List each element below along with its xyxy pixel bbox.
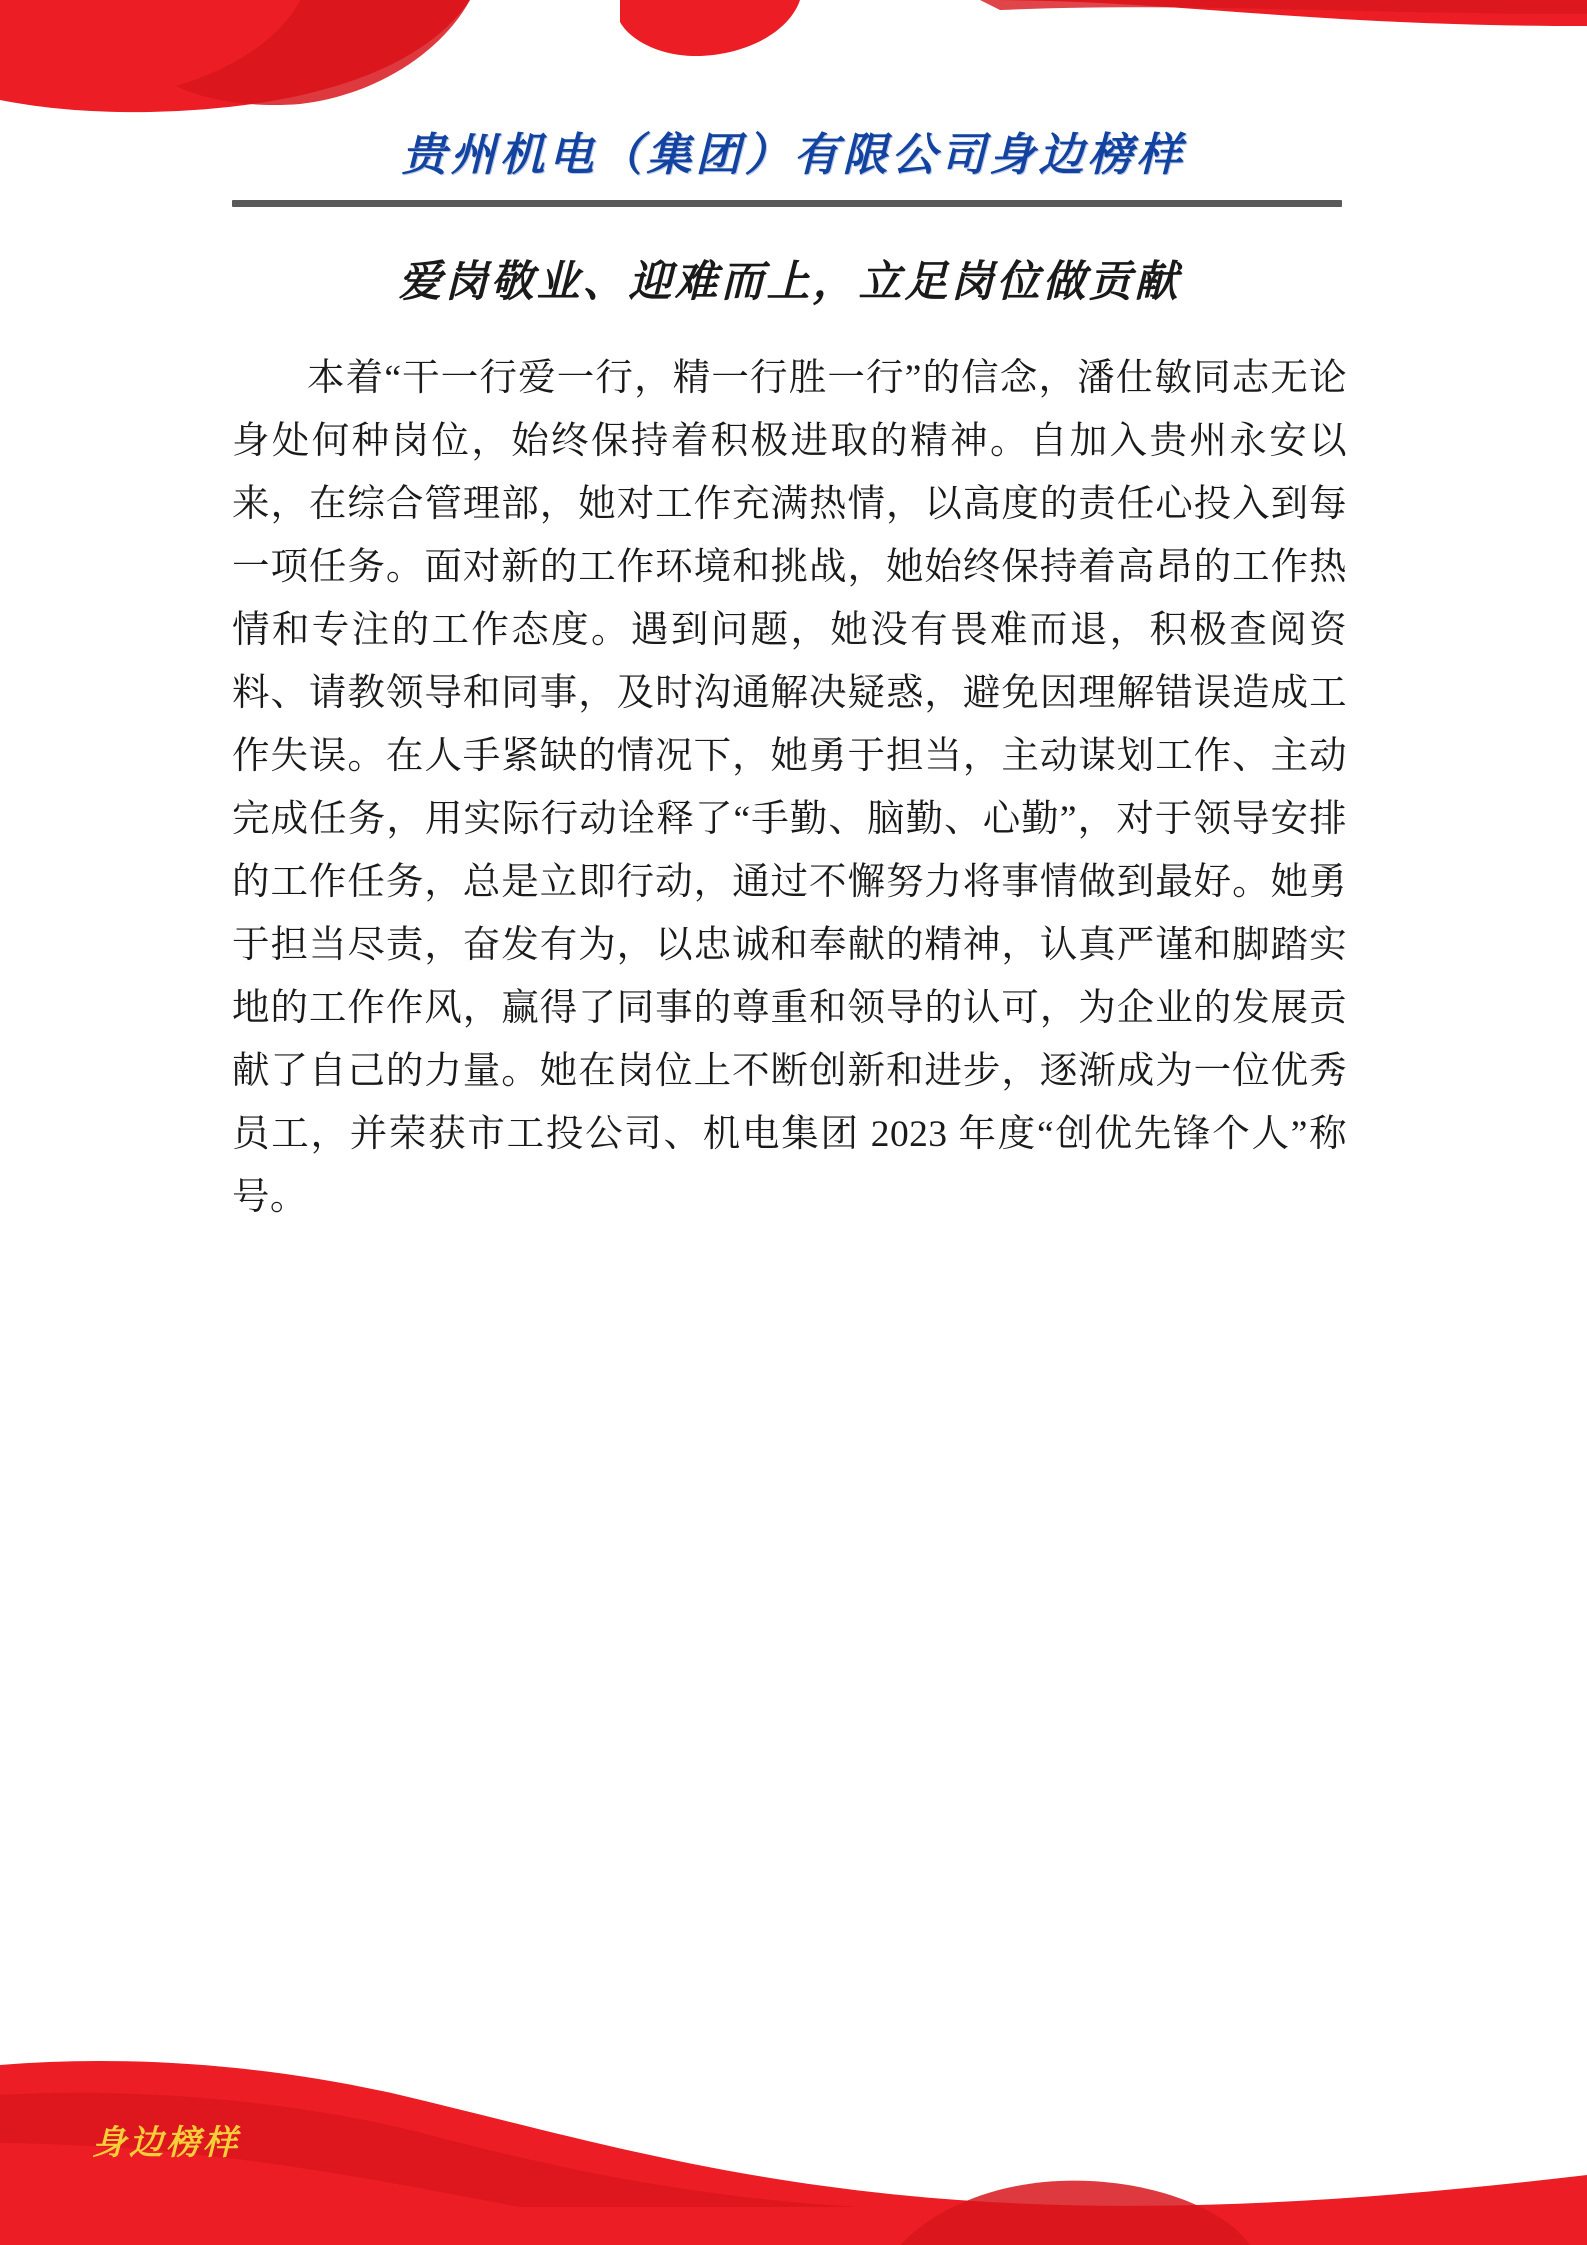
- footer-badge: 身边榜样: [92, 2123, 240, 2163]
- article: [232, 248, 1347, 1266]
- page-title: 贵州机电（集团）有限公司身边榜样: [401, 128, 1186, 181]
- article-body: 本着“干一行爱一行，精一行胜一行”的信念，潘仕敏同志无论身处何种岗位，始终保持着积极进取的精神。自加入贵州永安以来，在综合管理部，她对工作充满热情，以高度的责任心投入到每一项任务。面对新的工作环境和挑战，她始终保持着高昂的工作热情和专注的工作态度。遇到问题，她没有畏难而退，积极查阅资料、请教领导和同事，及时沟通解决疑惑，避免因理解错误造成工作失误。在人手紧缺的情况下，她勇于担当，主动谋划工作、主动完成任务，用实际行动诠释了“手勤、脑勤、心勤”，对于领导安排的工作任务，总是立即行动，通过不懈努力将事情做到最好。她勇于担当尽责，奋发有为，以忠诚和奉献的精神，认真严谨和脚踏实地的工作作风，赢得了同事的尊重和领导的认可，为企业的发展贡献了自己的力量。她在岗位上不断创新和进步，逐渐成为一位优秀员工，并荣获市工投公司、机电集团 2023 年度“创优先锋个人”称号。: [232, 357, 1347, 1218]
- bottom-ribbon-decoration: [0, 1945, 1587, 2245]
- article-heading: 爱岗敬业、迎难而上，立足岗位做贡献: [398, 257, 1181, 307]
- header: [0, 118, 1587, 183]
- title-divider: [232, 200, 1342, 207]
